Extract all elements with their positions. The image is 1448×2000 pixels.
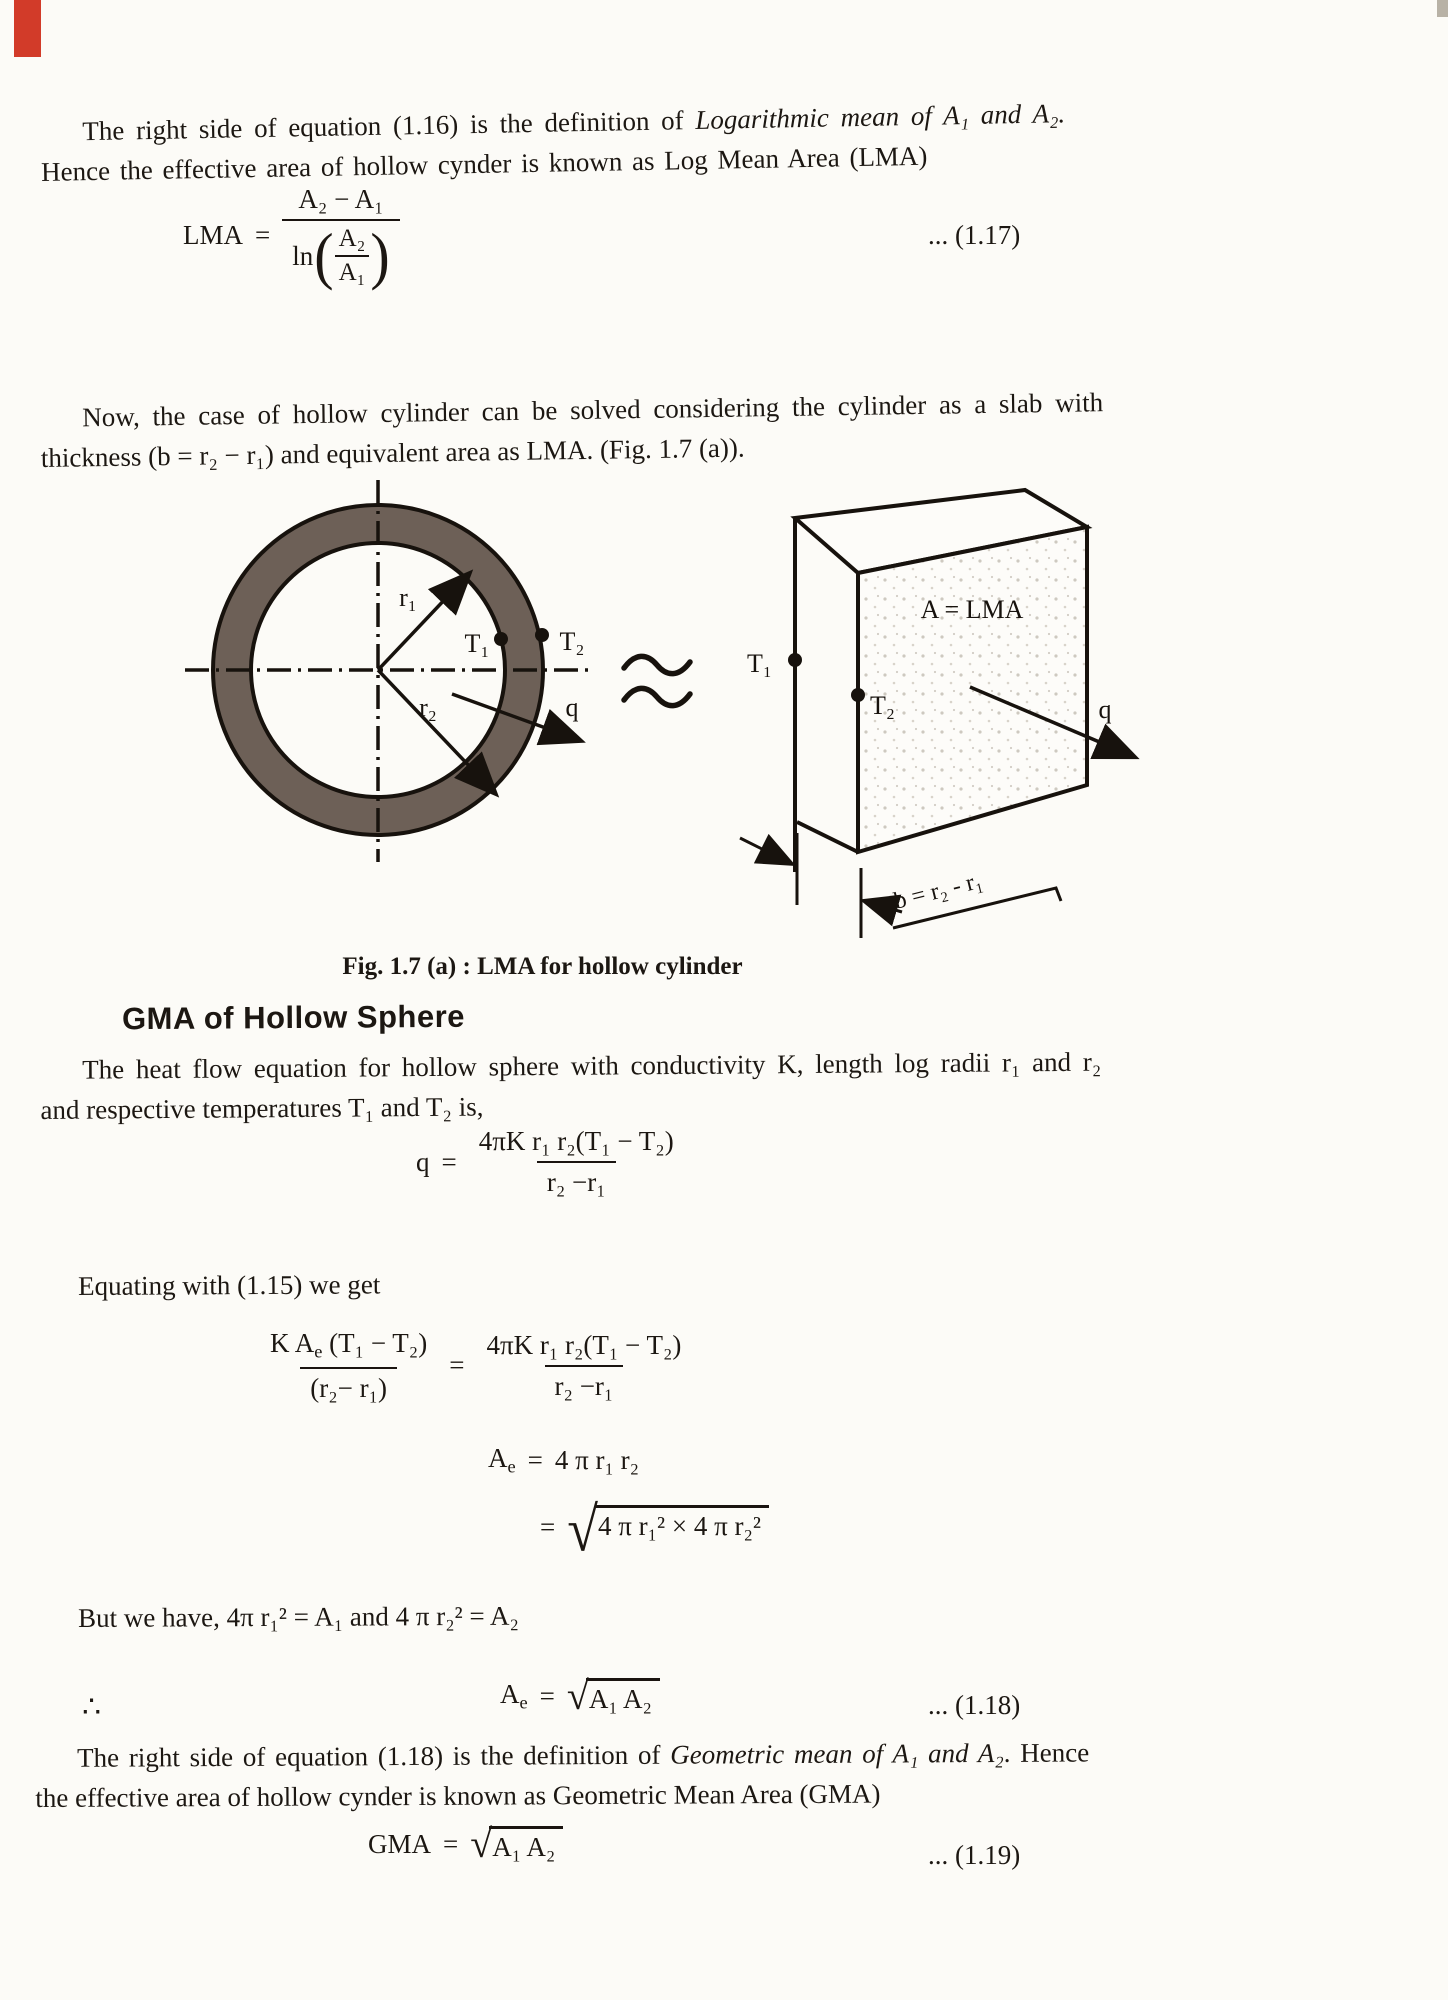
eq-rel: = (441, 1146, 457, 1177)
T2-label: T₂ (559, 627, 585, 656)
eq-rhs: 4 π r₁ r₂ (554, 1444, 640, 1475)
ae-symbol (500, 1679, 528, 1714)
fraction-numerator: 4πK r₁ r₂(T₁ − T₂) (486, 1329, 682, 1360)
italic-geometric-mean: Geometric mean of A₁ and A₂ (670, 1737, 1004, 1770)
subscript-e: e (507, 1456, 516, 1477)
fraction-denominator: (r₂− r₁) (300, 1367, 397, 1404)
mini-numerator: A₂ (338, 225, 366, 252)
red-ink-mark (14, 0, 41, 57)
equation-gma (368, 1821, 563, 1866)
ln-symbol: ln (292, 240, 314, 271)
equation-number-119: ... (1.19) (928, 1840, 1021, 1870)
q-label: q (565, 693, 579, 722)
sqrt-symbol: √ (566, 1673, 589, 1718)
equation-ae-product (488, 1443, 639, 1478)
eq-rel: = (527, 1444, 543, 1475)
text-segment: (T₁ − T₂) (322, 1328, 428, 1358)
therefore-symbol: ∴ (82, 1691, 102, 1724)
mini-fraction (335, 225, 370, 287)
T1-label: T₁ (464, 629, 490, 658)
paragraph-line: Hence the effective area of hollow cynder is known as Log Mean Area (LMA) (40, 140, 928, 187)
radical (566, 1673, 660, 1718)
paragraph-line: thickness (b = r₂ − r₁) and equivalent area as LMA. (Fig. 1.7 (a)). (40, 432, 745, 473)
text-segment: The right side of equation (1.18) is the definition of (77, 1739, 671, 1773)
r1-label: r₁ (399, 583, 417, 612)
equivalent-slab (740, 490, 1130, 938)
ae-symbol (488, 1443, 516, 1478)
slab-T2-label: T₂ (870, 691, 895, 720)
radicand: A₁ A₂ (586, 1678, 660, 1715)
figure-lma-hollow-cylinder (140, 460, 1200, 990)
fraction-numerator (260, 1328, 437, 1367)
equation-sphere-heat-flow (416, 1126, 684, 1198)
annulus-cross-section (185, 480, 590, 862)
radical (470, 1821, 563, 1866)
paragraph-but-we-have: But we have, 4π r₁² = A₁ and 4 π r₂² = A₂ (78, 1600, 519, 1633)
text-segment: A (500, 1679, 520, 1710)
equation-number-117: ... (1.17) (928, 220, 1021, 250)
T2-point (535, 628, 549, 642)
fraction-denominator: r₂ −r₁ (545, 1365, 624, 1402)
section-heading-gma: GMA of Hollow Sphere (121, 998, 466, 1037)
paragraph-line: The heat flow equation for hollow sphere with conductivity K, length log radii r₁ and r₂ (82, 1046, 1102, 1085)
fraction-right (476, 1330, 691, 1402)
text-segment: A (488, 1443, 508, 1473)
fraction (282, 184, 399, 292)
thickness-label: b = r₂ - r₁ (891, 867, 986, 915)
equation-ae-gma (500, 1673, 660, 1718)
eq-lhs: q (416, 1146, 430, 1177)
ln-expression (292, 219, 390, 292)
paragraph-equating: Equating with (1.15) we get (78, 1269, 381, 1301)
subscript-e: e (519, 1692, 528, 1713)
right-paren: ) (370, 219, 390, 292)
T1-point (494, 632, 508, 646)
left-paren: ( (314, 219, 334, 292)
radicand: A₁ A₂ (489, 1826, 563, 1863)
paragraph-line (35, 1732, 1089, 1778)
slab-T1-point (788, 653, 802, 667)
dimension-arrow-left (740, 838, 788, 862)
sqrt-symbol: √ (567, 1495, 598, 1566)
fraction (469, 1126, 684, 1198)
tilde-bottom (624, 688, 690, 705)
paragraph-hollow-sphere (40, 1042, 1102, 1130)
radical (567, 1495, 769, 1566)
paragraph-line: Now, the case of hollow cylinder can be solved considering the cylinder as a slab with (82, 387, 1104, 433)
paragraph-line: and respective temperatures T₁ and T₂ is, (40, 1091, 484, 1125)
paragraph-line: the effective area of hollow cynder is known as Geometric Mean Area (GMA) (35, 1778, 881, 1813)
paragraph-gma-definition (35, 1732, 1089, 1818)
equation-equating (260, 1328, 691, 1404)
eq-rel: = (443, 1829, 459, 1859)
paragraph-lma-intro (40, 93, 1066, 192)
sqrt-symbol: √ (470, 1821, 493, 1866)
slab-T2-point (851, 688, 865, 702)
fraction-numerator: A₂ − A₁ (298, 184, 384, 214)
fraction-left (260, 1328, 437, 1404)
italic-logarithmic-mean: Logarithmic mean of A₁ and A₂. (695, 98, 1066, 135)
equation-ae-sqrt-product (540, 1495, 769, 1566)
slab-T1-label: T₁ (747, 649, 772, 678)
slab-bottom-left-edge (797, 822, 858, 852)
fraction-denominator: r₂ −r₁ (537, 1161, 616, 1198)
text-segment: K A (270, 1328, 315, 1358)
slab-q-label: q (1098, 695, 1112, 724)
subscript-e: e (314, 1341, 323, 1362)
r2-label: r₂ (419, 693, 437, 722)
eq-rel: = (255, 220, 271, 250)
tilde-top (624, 656, 690, 673)
equation-lma (183, 184, 400, 292)
eq-lhs: LMA (183, 220, 243, 250)
text-segment: The right side of equation (1.16) is the definition of (82, 104, 696, 147)
scan-corner-artifact (1437, 0, 1448, 17)
equation-number-118: ... (1.18) (928, 1690, 1021, 1720)
eq-lhs: GMA (368, 1829, 432, 1859)
fraction-denominator (282, 219, 399, 292)
eq-rel: = (539, 1681, 555, 1711)
text-segment: . Hence (1003, 1737, 1090, 1768)
eq-rel: = (449, 1350, 465, 1381)
mini-denominator: A₁ (335, 255, 370, 287)
fraction-numerator: 4πK r₁ r₂(T₁ − T₂) (478, 1126, 674, 1156)
approx-equals-icon (624, 656, 690, 705)
slab-area-label: A = LMA (920, 595, 1024, 624)
eq-rel: = (540, 1511, 556, 1542)
radicand: 4 π r₁² × 4 π r₂² (595, 1505, 769, 1542)
figure-caption: Fig. 1.7 (a) : LMA for hollow cylinder (342, 953, 743, 980)
